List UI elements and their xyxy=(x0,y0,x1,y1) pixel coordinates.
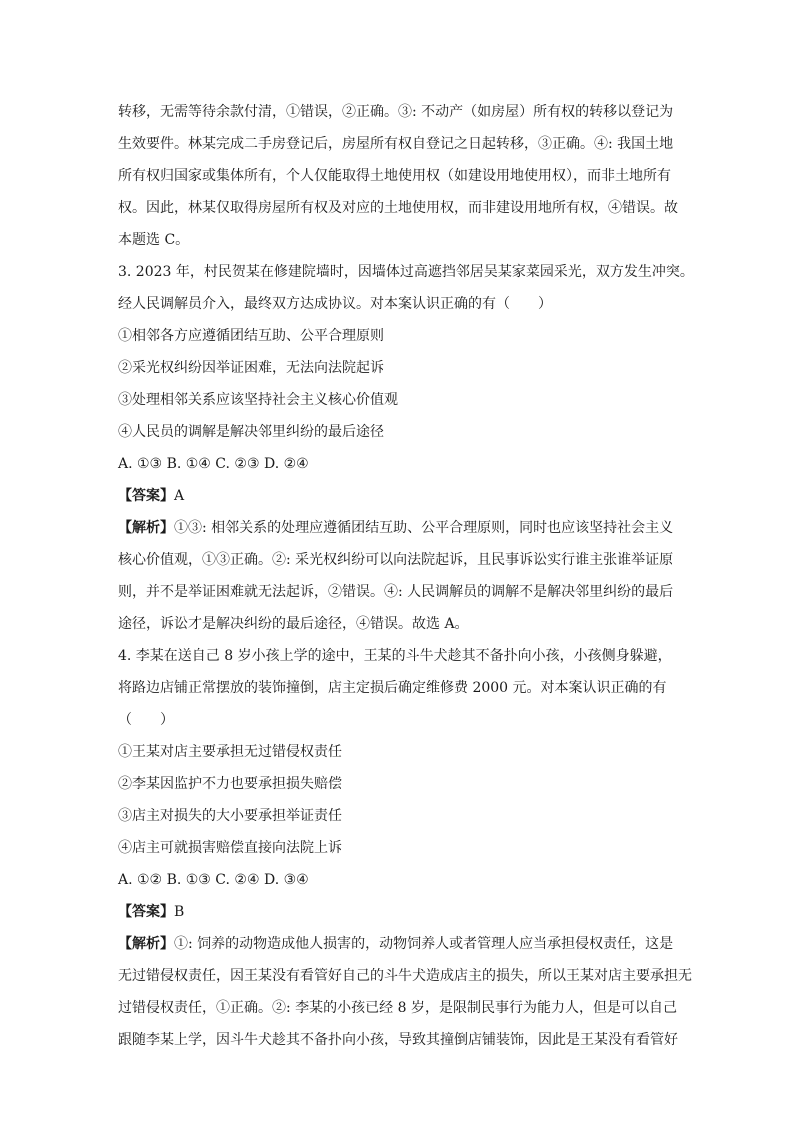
text-line: 权。因此，林某仅取得房屋所有权及对应的土地使用权，而非建设用地所有权，④错误。故 xyxy=(118,200,678,216)
analysis-line xyxy=(118,512,688,544)
answer-line xyxy=(118,896,688,928)
option-1: ①王某对店主要承担无过错侵权责任 xyxy=(118,744,342,760)
intro-paragraph xyxy=(118,96,688,256)
analysis-tag: 【解析】 xyxy=(118,520,174,536)
option-4: ④店主可就损害赔偿直接向法院上诉 xyxy=(118,840,342,856)
option-2: ②李某因监护不力也要承担损失赔偿 xyxy=(118,776,342,792)
question-stem: 经人民调解员介入，最终双方达成协议。对本案认识正确的有（ ） xyxy=(118,296,552,312)
question-4 xyxy=(118,640,692,1056)
analysis-tag: 【解析】 xyxy=(118,936,174,952)
analysis-text: 跟随李某上学，因斗牛犬趁其不备扑向小孩，导致其撞倒店铺装饰，因此是王某没有看管好 xyxy=(118,1032,678,1048)
text-line: 所有权归国家或集体所有，个人仅能取得土地使用权（如建设用地使用权），而非土地所有 xyxy=(118,168,671,184)
analysis-text: 则，并不是举证困难就无法起诉，②错误。④: 人民调解员的调解不是解决邻里纠纷的最后 xyxy=(118,584,674,600)
question-3 xyxy=(118,256,694,640)
document-page xyxy=(118,96,694,1056)
answer-choices: A. ①② B. ①③ C. ②④ D. ③④ xyxy=(118,872,309,888)
answer-choices: A. ①③ B. ①④ C. ②③ D. ②④ xyxy=(118,456,309,472)
analysis-text: 核心价值观，①③正确。②: 采光权纠纷可以向法院起诉，且民事诉讼实行谁主张谁举证原 xyxy=(118,552,674,568)
answer-tag: 【答案】 xyxy=(118,904,174,920)
text-line: 转移，无需等待余款付清，①错误，②正确。③: 不动产（如房屋）所有权的转移以登记为 xyxy=(118,104,674,120)
analysis-line xyxy=(118,928,688,960)
question-stem: 4. 李某在送自己 8 岁小孩上学的途中，王某的斗牛犬趁其不备扑向小孩，小孩侧身躲避， xyxy=(118,648,672,664)
analysis-text: 过错侵权责任，①正确。②: 李某的小孩已经 8 岁，是限制民事行为能力人，但是可以自己 xyxy=(118,1000,677,1016)
question-stem: 3. 2023 年，村民贺某在修建院墙时，因墙体过高遮挡邻居吴某家菜园采光，双方发生冲突。 xyxy=(118,264,694,280)
answer-value: B xyxy=(174,904,185,920)
question-stem: 将路边店铺正常摆放的装饰撞倒，店主定损后确定维修费 2000 元。对本案认识正确的有 xyxy=(118,680,667,696)
option-4: ④人民员的调解是解决邻里纠纷的最后途径 xyxy=(118,424,384,440)
analysis-text: 无过错侵权责任，因王某没有看管好自己的斗牛犬造成店主的损失，所以王某对店主要承担无 xyxy=(118,968,692,984)
answer-tag: 【答案】 xyxy=(118,488,174,504)
option-3: ③处理相邻关系应该坚持社会主义核心价值观 xyxy=(118,392,398,408)
question-stem: （ ） xyxy=(118,712,174,728)
text-line: 本题选 C。 xyxy=(118,232,190,248)
option-1: ①相邻各方应遵循团结互助、公平合理原则 xyxy=(118,328,384,344)
option-3: ③店主对损失的大小要承担举证责任 xyxy=(118,808,342,824)
analysis-text: 途径，诉讼才是解决纠纷的最后途径，④错误。故选 A。 xyxy=(118,616,469,632)
analysis-text: ①③: 相邻关系的处理应遵循团结互助、公平合理原则，同时也应该坚持社会主义 xyxy=(174,520,674,536)
analysis-text: ①: 饲养的动物造成他人损害的，动物饲养人或者管理人应当承担侵权责任，这是 xyxy=(174,936,674,952)
option-2: ②采光权纠纷因举证困难，无法向法院起诉 xyxy=(118,360,384,376)
answer-line xyxy=(118,480,688,512)
answer-value: A xyxy=(174,488,185,504)
text-line: 生效要件。林某完成二手房登记后，房屋所有权自登记之日起转移，③正确。④: 我国土地 xyxy=(118,136,674,152)
